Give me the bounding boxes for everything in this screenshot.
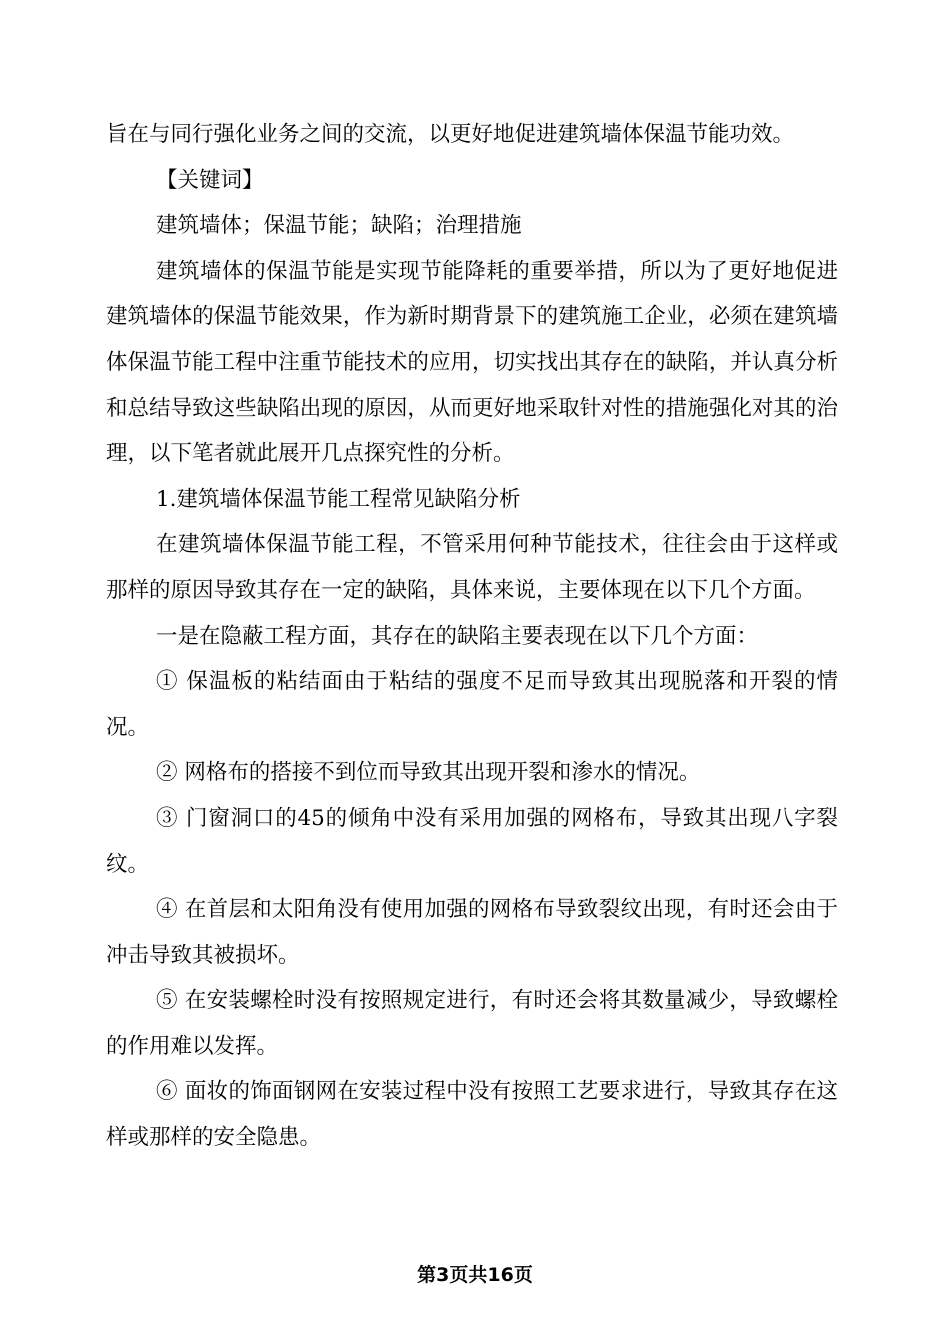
opening-paragraph: 建筑墙体的保温节能是实现节能降耗的重要举措，所以为了更好地促进建筑墙体的保温节能效果，作为新时期背景下的建筑施工企业，必须在建筑墙体保温节能工程中注重节能技术的应用，切实找出其存在的缺陷，并认真分析和总结导致这些缺陷出现的原因，从而更好地采取针对性的措施强化对其的治理，以下笔者就此展开几点探究性的分析。 <box>106 258 838 467</box>
keywords-heading: 【关键词】 <box>156 167 264 193</box>
hidden-works-intro-paragraph: 一是在隐蔽工程方面，其存在的缺陷主要表现在以下几个方面： <box>156 623 759 649</box>
section-1-intro-paragraph: 在建筑墙体保温节能工程，不管采用何种节能技术，往往会由于这样或那样的原因导致其存在一定的缺陷，具体来说，主要体现在以下几个方面。 <box>106 532 838 603</box>
list-item-2: ② 网格布的搭接不到位而导致其出现开裂和渗水的情况。 <box>156 760 701 786</box>
page-number-footer: 第3页共16页 <box>417 1264 533 1286</box>
list-item-6: ⑥ 面妆的饰面钢网在安装过程中没有按照工艺要求进行，导致其存在这样或那样的安全隐患。 <box>106 1079 838 1151</box>
section-1-heading: 1.建筑墙体保温节能工程常见缺陷分析 <box>156 486 521 512</box>
keywords-list: 建筑墙体；保温节能；缺陷；治理措施 <box>156 213 522 239</box>
body-text <box>106 112 838 1161</box>
list-item-4: ④ 在首层和太阳角没有使用加强的网格布导致裂纹出现，有时还会由于冲击导致其被损坏。 <box>106 897 838 968</box>
intro-continuation-paragraph: 旨在与同行强化业务之间的交流，以更好地促进建筑墙体保温节能功效。 <box>106 122 795 147</box>
list-item-5: ⑤ 在安装螺栓时没有按照规定进行，有时还会将其数量减少，导致螺栓的作用难以发挥。 <box>106 988 838 1059</box>
list-item-1: ① 保温板的粘结面由于粘结的强度不足而导致其出现脱落和开裂的情况。 <box>106 669 838 740</box>
list-item-3: ③ 门窗洞口的45的倾角中没有采用加强的网格布，导致其出现八字裂纹。 <box>106 805 838 877</box>
